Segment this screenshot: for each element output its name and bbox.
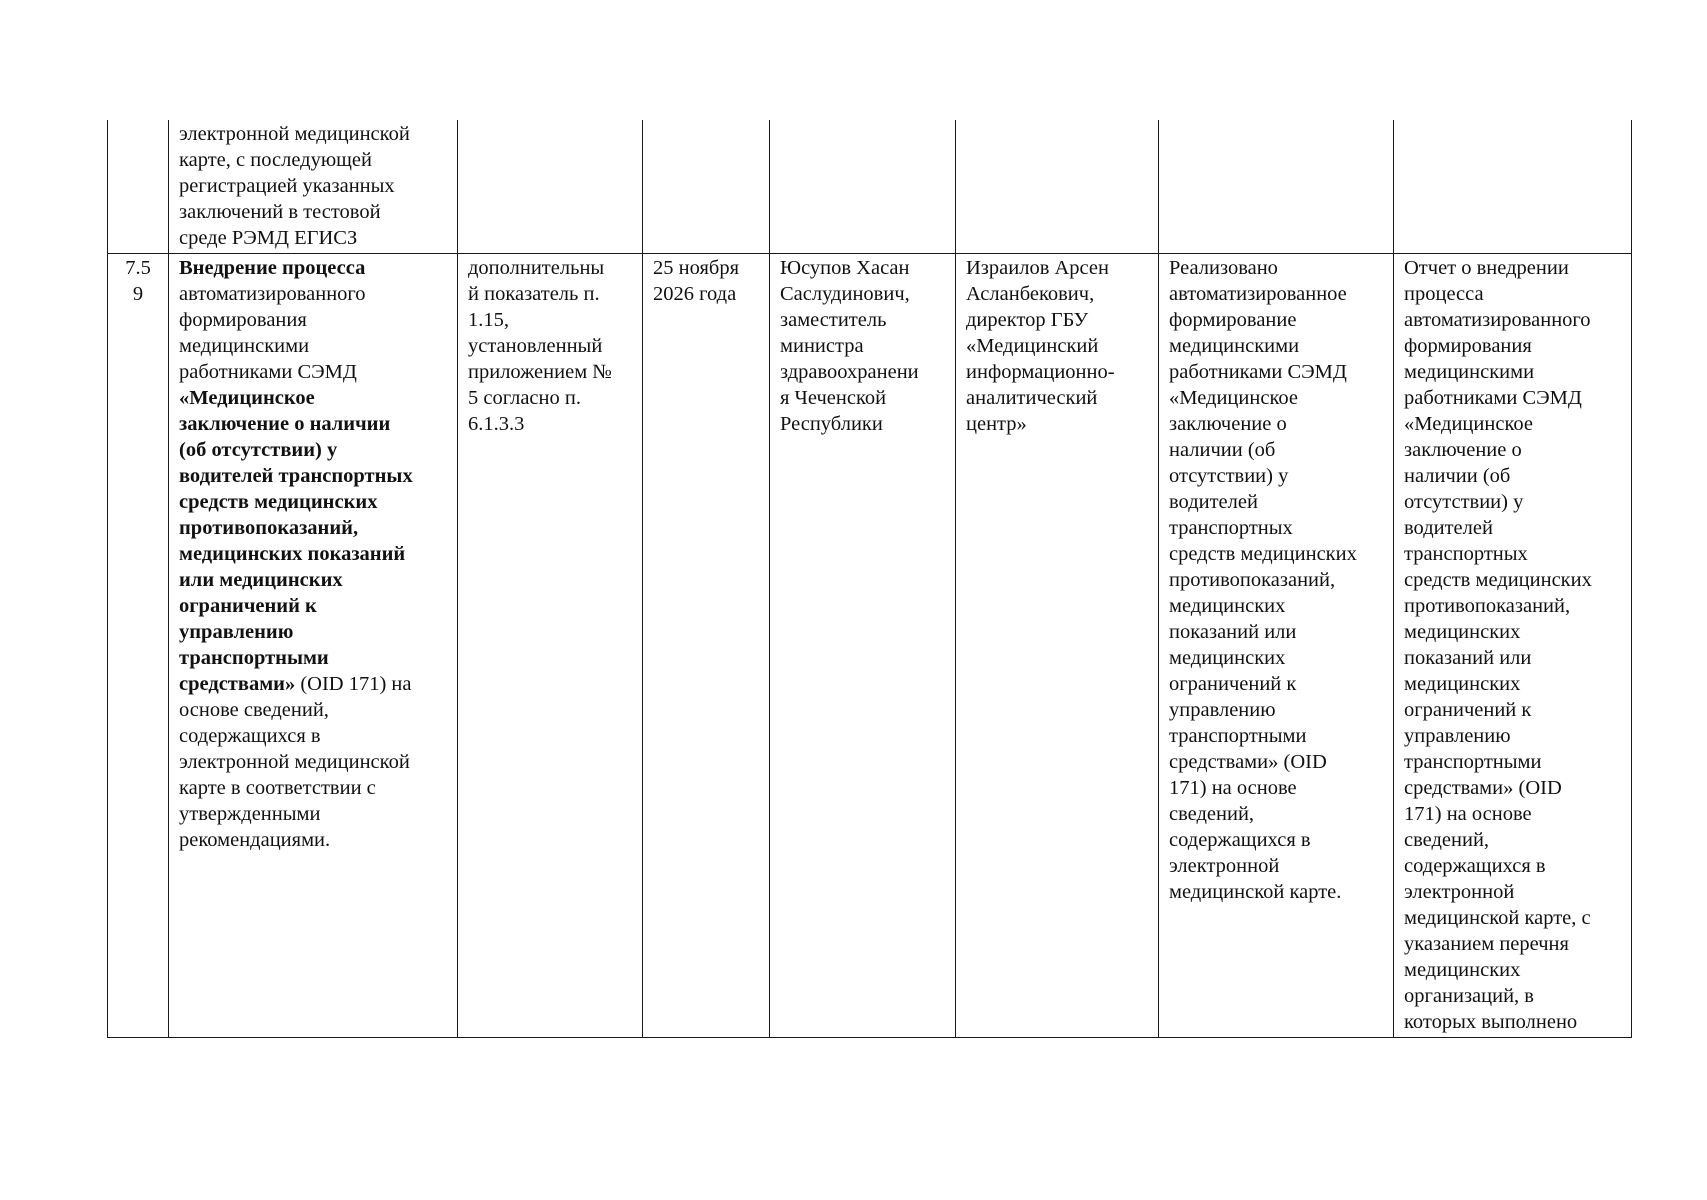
activity-text: автоматизированного формирования медицинскими работниками СЭМД [179, 283, 366, 383]
plan-table [107, 120, 1632, 1038]
activity-text-tail: (OID 171) на основе сведений, содержащихся в электронной медицинской карте в соответствии с утвержденными рекомендациями. [179, 673, 412, 851]
cell-result [1159, 120, 1394, 254]
table-row-continuation [108, 120, 1632, 254]
cell-deadline: 25 ноября 2026 года [643, 254, 770, 1038]
cell-num [108, 120, 169, 254]
cell-executor: Израилов Арсен Асланбекович, директор ГБУ «Медицинский информационно- аналитический центр» [956, 254, 1159, 1038]
activity-title: Внедрение процесса [179, 257, 366, 279]
cell-activity [169, 254, 458, 1038]
cell-responsible: Юсупов Хасан Саслудинович, заместитель министра здравоохранени я Чеченской Республики [770, 254, 956, 1038]
cell-result: Реализовано автоматизированное формирование медицинскими работниками СЭМД «Медицинское заключение о наличии (об отсутствии) у водителей транспортных средств медицинских противопоказаний, медицинских показаний или медицинских ограничений к управлению транспортными средствами» (OID 171) на основе сведений, содержащихся в электронной медицинской карте. [1159, 254, 1394, 1038]
cell-deadline [643, 120, 770, 254]
cell-basis: дополнительны й показатель п. 1.15, установленный приложением № 5 согласно п. 6.1.3.3 [458, 254, 643, 1038]
cell-responsible [770, 120, 956, 254]
table-row [108, 254, 1632, 1038]
cell-num: 7.5 9 [108, 254, 169, 1038]
cell-activity: электронной медицинской карте, с последующей регистрацией указанных заключений в тестовой среде РЭМД ЕГИСЗ [169, 120, 458, 254]
cell-report: Отчет о внедрении процесса автоматизированного формирования медицинскими работниками СЭМД «Медицинское заключение о наличии (об отсутствии) у водителей транспортных средств медицинских противопоказаний, медицинских показаний или медицинских ограничений к управлению транспортными средствами» (OID 171) на основе сведений, содержащихся в электронной медицинской карте, с указанием перечня медицинских организаций, в которых выполнено [1394, 254, 1632, 1038]
activity-document-name: «Медицинское заключение о наличии (об отсутствии) у водителей транспортных средств медицинских противопоказаний, медицинских показаний или медицинских ограничений к управлению транспортными средствами» [179, 387, 413, 695]
cell-executor [956, 120, 1159, 254]
cell-report [1394, 120, 1632, 254]
cell-basis [458, 120, 643, 254]
